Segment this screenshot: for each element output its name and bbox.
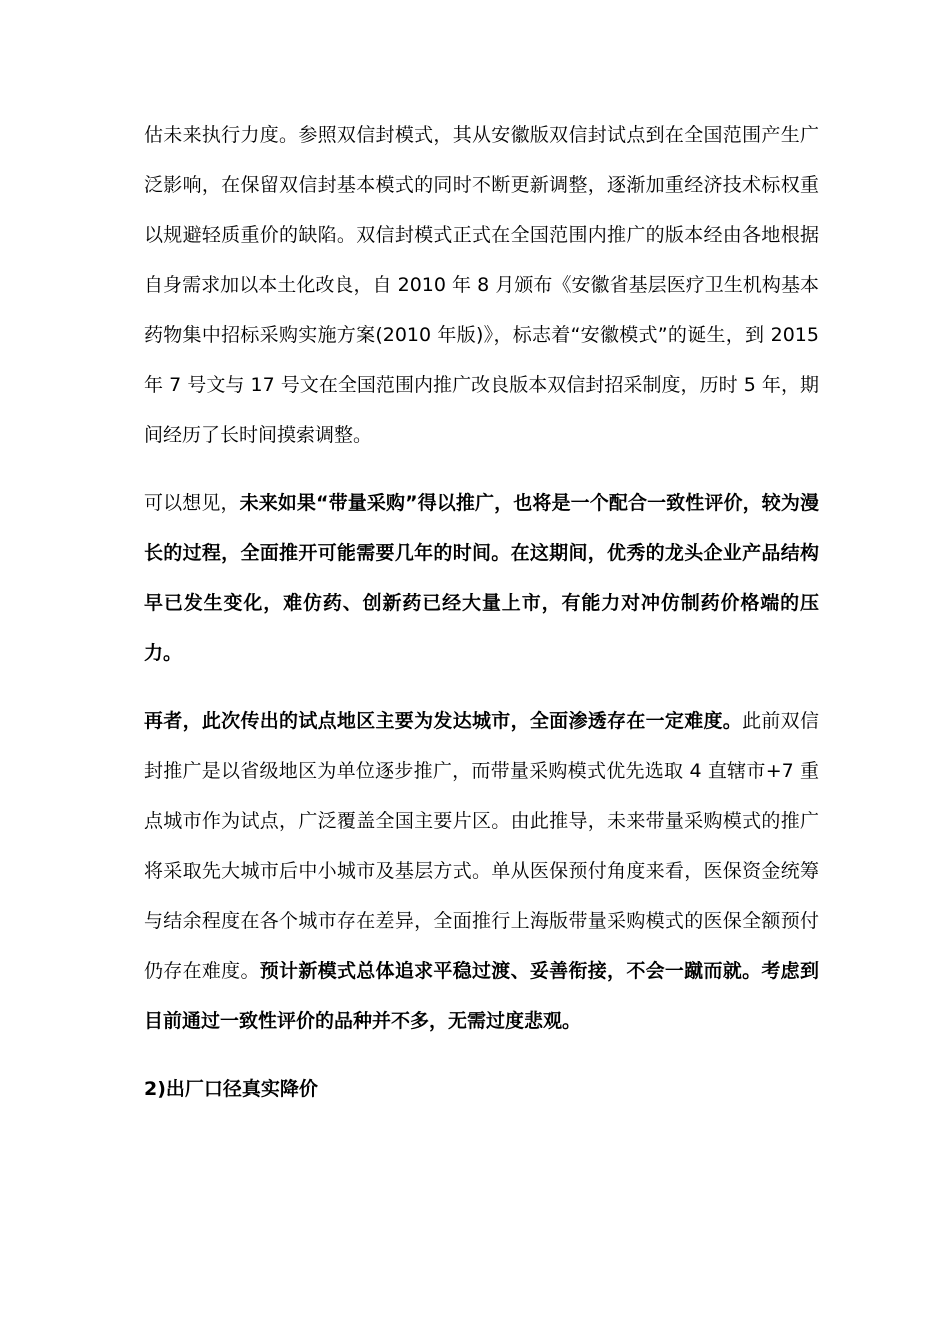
paragraph-2 bbox=[144, 478, 819, 678]
section-heading: 2)出厂口径真实降价 bbox=[144, 1078, 318, 1100]
document-body bbox=[144, 110, 819, 1114]
paragraph-3-bold-conclusion: 预计新模式总体追求平稳过渡、妥善衔接，不会一蹴而就。考虑到目前通过一致性评价的品种并不多，无需过度悲观。 bbox=[144, 960, 819, 1032]
paragraph-3-bold-lead: 再者，此次传出的试点地区主要为发达城市，全面渗透存在一定难度。 bbox=[144, 710, 743, 732]
paragraph-3 bbox=[144, 696, 819, 1046]
paragraph-2-lead: 可以想见， bbox=[144, 492, 240, 514]
paragraph-3-body: 此前双信封推广是以省级地区为单位逐步推广，而带量采购模式优先选取 4 直辖市+7 重点城市作为试点，广泛覆盖全国主要片区。由此推导，未来带量采购模式的推广将采取先大城市后中小城市及基层方式。单从医保预付角度来看，医保资金统筹与结余程度在各个城市存在差异，全面推行上海版带量采购模式的医保全额预付仍存在难度。 bbox=[144, 710, 819, 982]
paragraph-1-text: 估未来执行力度。参照双信封模式，其从安徽版双信封试点到在全国范围产生广泛影响，在保留双信封基本模式的同时不断更新调整，逐渐加重经济技术标权重以规避轻质重价的缺陷。双信封模式正式在全国范围内推广的版本经由各地根据自身需求加以本土化改良，自 2010 年 8 月颁布《安徽省基层医疗卫生机构基本药物集中招标采购实施方案(2010 年版)》，标志着“安徽模式”的诞生，到 2015 年 7 号文与 17 号文在全国范围内推广改良版本双信封招采制度，历时 5 年，期间经历了长时间摸索调整。 bbox=[144, 124, 819, 446]
paragraph-1 bbox=[144, 110, 819, 460]
paragraph-2-bold: 未来如果“带量采购”得以推广，也将是一个配合一致性评价，较为漫长的过程，全面推开可能需要几年的时间。在这期间，优秀的龙头企业产品结构早已发生变化，难仿药、创新药已经大量上市，有能力对冲仿制药价格端的压力。 bbox=[144, 492, 819, 664]
